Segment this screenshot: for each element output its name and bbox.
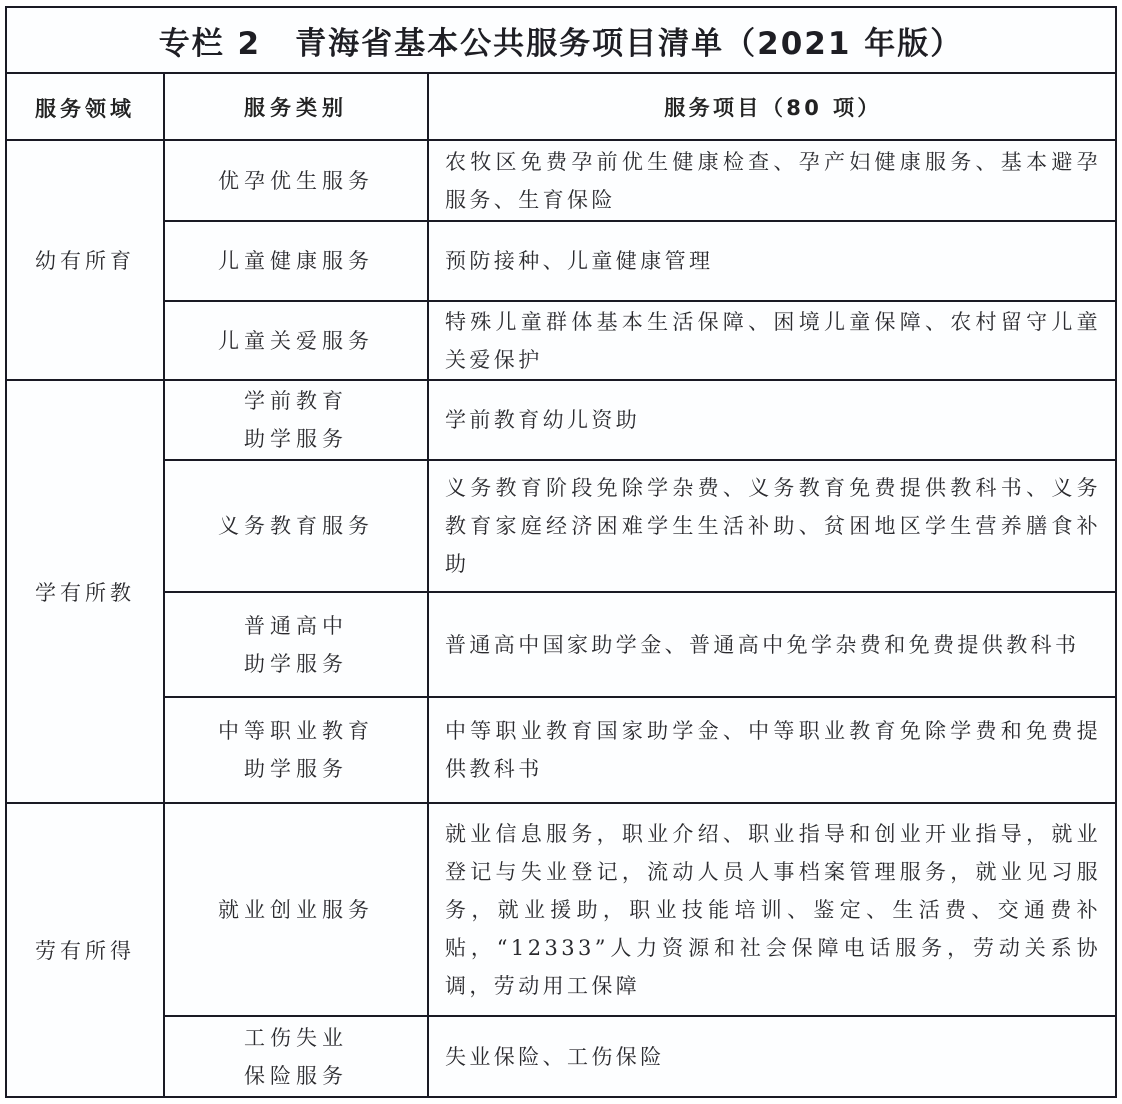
items-cell: 义务教育阶段免除学杂费、义务教育免费提供教科书、义务教育家庭经济困难学生生活补助、贫困地区学生营养膳食补助 (427, 459, 1115, 591)
items-cell: 失业保险、工伤保险 (427, 1015, 1115, 1096)
category-cell: 工伤失业 保险服务 (163, 1015, 427, 1096)
category-cell: 优孕优生服务 (163, 139, 427, 220)
category-cell: 儿童关爱服务 (163, 300, 427, 379)
category-cell: 普通高中 助学服务 (163, 591, 427, 696)
table-title (7, 8, 1115, 74)
header-category: 服务类别 (163, 74, 427, 141)
items-cell: 特殊儿童群体基本生活保障、困境儿童保障、农村留守儿童关爱保护 (427, 300, 1115, 379)
category-cell: 义务教育服务 (163, 459, 427, 591)
header-domain: 服务领域 (35, 96, 135, 121)
domain-cell: 学有所教 (7, 379, 163, 802)
items-cell: 普通高中国家助学金、普通高中免学杂费和免费提供教科书 (427, 591, 1115, 696)
category-cell: 就业创业服务 (163, 802, 427, 1015)
category-cell: 儿童健康服务 (163, 220, 427, 300)
title-text: 青海省基本公共服务项目清单（2021 年版） (295, 25, 964, 62)
items-cell: 学前教育幼儿资助 (427, 379, 1115, 459)
items-cell: 就业信息服务，职业介绍、职业指导和创业开业指导，就业登记与失业登记，流动人员人事档案管理服务，就业见习服务，就业援助，职业技能培训、鉴定、生活费、交通费补贴，“12333”人力资源和社会保障电话服务，劳动关系协调，劳动用工保障 (427, 802, 1115, 1015)
domain-cell: 幼有所育 (7, 139, 163, 379)
header-items: 服务项目（80 项） (427, 74, 1115, 141)
items-cell: 预防接种、儿童健康管理 (427, 220, 1115, 300)
items-cell: 中等职业教育国家助学金、中等职业教育免除学费和免费提供教科书 (427, 696, 1115, 802)
title-prefix: 专栏 2 (158, 25, 262, 62)
items-cell: 农牧区免费孕前优生健康检查、孕产妇健康服务、基本避孕服务、生育保险 (427, 139, 1115, 220)
service-list-table (5, 6, 1117, 1098)
domain-cell: 劳有所得 (7, 802, 163, 1096)
category-cell: 学前教育 助学服务 (163, 379, 427, 459)
category-cell: 中等职业教育 助学服务 (163, 696, 427, 802)
